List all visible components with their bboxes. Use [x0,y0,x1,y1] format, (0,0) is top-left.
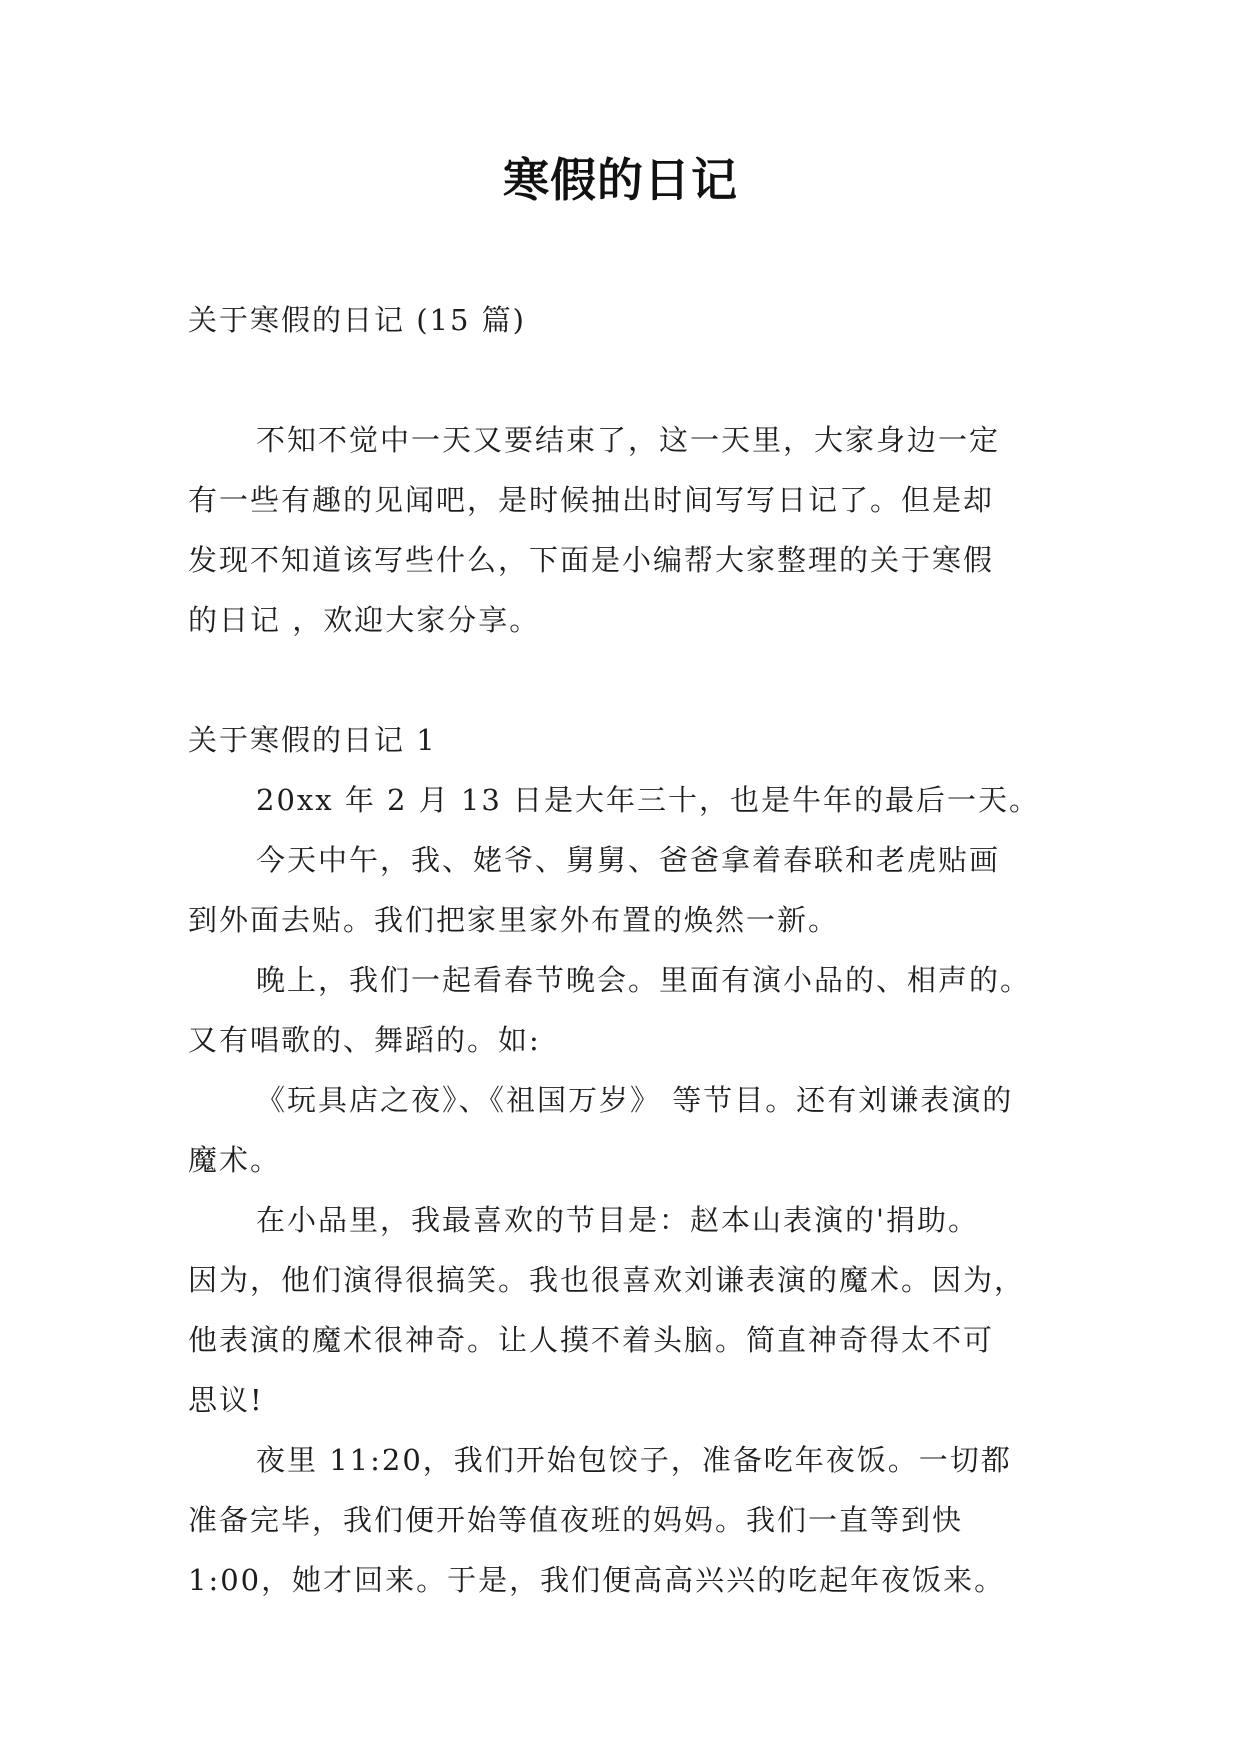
intro-line: 发现不知道该写些什么，下面是小编帮大家整理的关于寒假 [188,543,995,577]
paragraph-line: 因为，他们演得很搞笑。我也很喜欢刘谦表演的魔术。因为， [188,1263,1026,1297]
paragraph [188,1430,1054,1610]
paragraph-line: 1:00，她才回来。于是，我们便高高兴兴的吃起年夜饭来。 [188,1563,1006,1597]
paragraph-line: 《玩具店之夜》、《祖国万岁》 等节目。还有刘谦表演的 [256,1083,1014,1117]
subtitle: 关于寒假的日记 (15 篇) [188,303,526,337]
intro-line: 的日记 ，欢迎大家分享。 [188,603,541,637]
paragraph-line: 在小品里，我最喜欢的节目是：赵本山表演的'捐助。 [256,1203,979,1237]
paragraph [188,1070,1054,1190]
paragraph [188,830,1054,950]
paragraph-line: 准备完毕，我们便开始等值夜班的妈妈。我们一直等到快 [188,1503,964,1537]
paragraph [188,1190,1054,1430]
paragraph-line: 今天中午，我、姥爷、舅舅、爸爸拿着春联和老虎贴画 [256,843,1001,877]
paragraph-line: 20xx 年 2 月 13 日是大年三十，也是牛年的最后一天。 [256,783,1041,817]
paragraph-line: 夜里 11:20，我们开始包饺子，准备吃年夜饭。一切都 [256,1443,1012,1477]
paragraph-line: 又有唱歌的、舞蹈的。如: [188,1023,541,1057]
document-body [188,290,1054,1610]
paragraph [188,950,1054,1070]
paragraph-line: 到外面去贴。我们把家里家外布置的焕然一新。 [188,903,840,937]
intro-paragraph [188,410,1054,650]
paragraph-line: 晚上，我们一起看春节晚会。里面有演小品的、相声的。 [256,963,1032,997]
paragraph-line: 魔术。 [188,1143,282,1177]
intro-line: 有一些有趣的见闻吧，是时候抽出时间写写日记了。但是却 [188,483,995,517]
spacer [188,650,1054,710]
paragraph-line: 思议! [188,1383,264,1417]
spacer [188,350,1054,410]
paragraph [188,770,1054,830]
intro-line: 不知不觉中一天又要结束了，这一天里，大家身边一定 [256,423,1001,457]
paragraph-line: 他表演的魔术很神奇。让人摸不着头脑。简直神奇得太不可 [188,1323,995,1357]
section-heading: 关于寒假的日记 1 [188,723,437,757]
document-title: 寒假的日记 [503,153,738,207]
